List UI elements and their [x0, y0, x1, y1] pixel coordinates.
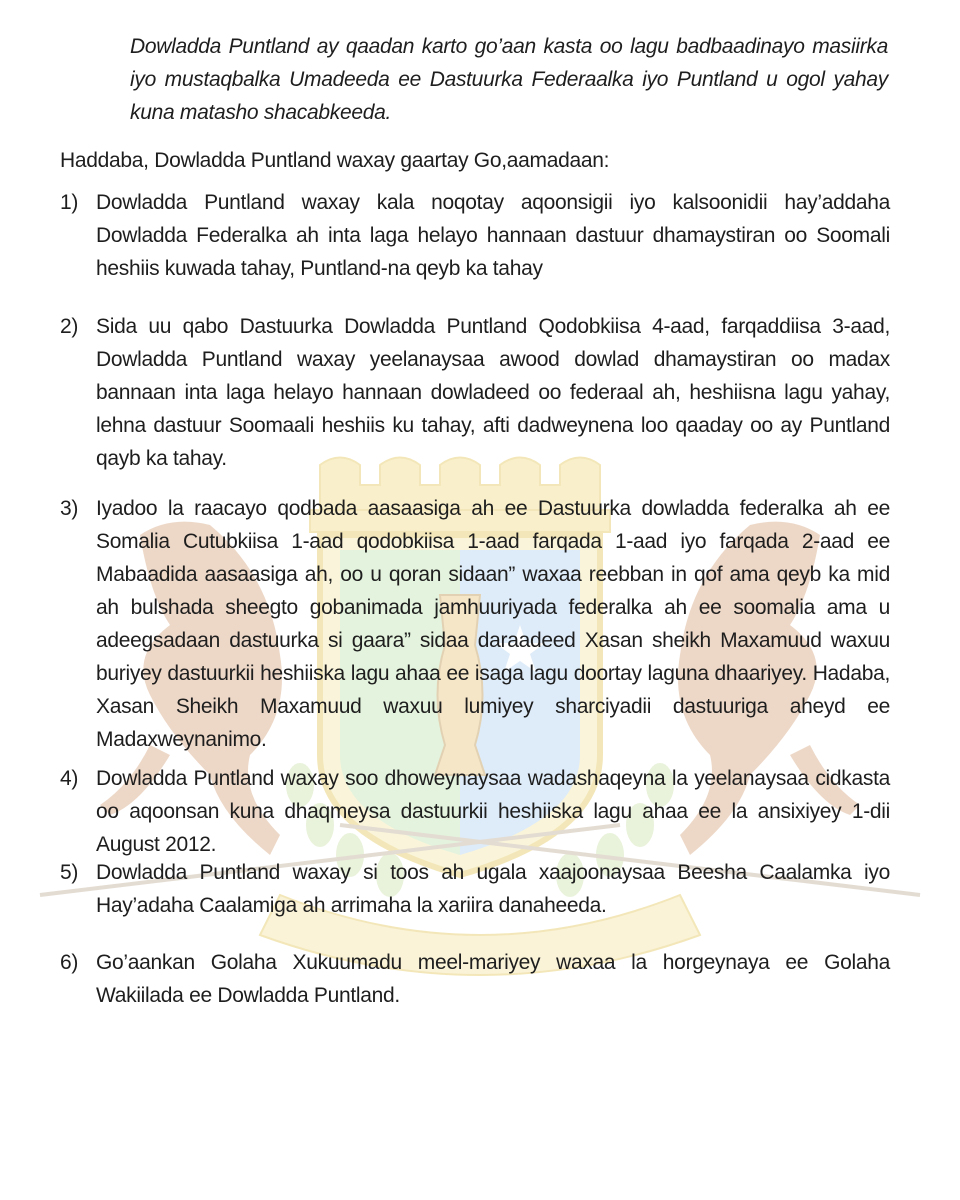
item-number: 5) — [60, 861, 79, 884]
list-item — [60, 762, 890, 861]
item-number: 3) — [60, 497, 79, 520]
item-number: 6) — [60, 951, 79, 974]
item-number: 1) — [60, 191, 79, 214]
list-item — [60, 310, 890, 475]
list-item — [60, 856, 890, 922]
lead-sentence: Haddaba, Dowladda Puntland waxay gaartay Go,aamadaan: — [60, 149, 610, 172]
item-text: Dowladda Puntland waxay kala noqotay aqoonsigii iyo kalsoonidii hay’addaha Dowladda Federalka ah inta laga helayo hannaan dastuur dhamaystiran oo Soomali heshiis kuwada tahay, Puntland-na qeyb ka tahay — [96, 191, 890, 280]
list-item — [60, 186, 890, 285]
list-item — [60, 492, 890, 756]
item-text: Dowladda Puntland waxay si toos ah ugala xaajoonaysaa Beesha Caalamka iyo Hay’adaha Caalamiga ah arrimaha la xariira danaheeda. — [96, 861, 890, 917]
intro-paragraph: Dowladda Puntland ay qaadan karto go’aan kasta oo lagu badbaadinayo masiirka iyo mustaqbalka Umadeeda ee Dastuurka Federaalka iyo Puntland u ogol yahay kuna matasho shacabkeeda. — [130, 35, 888, 124]
item-number: 4) — [60, 767, 79, 790]
item-number: 2) — [60, 315, 79, 338]
item-text: Go’aankan Golaha Xukuumadu meel-mariyey waxaa la horgeynaya ee Golaha Wakiilada ee Dowladda Puntland. — [96, 951, 890, 1007]
item-text: Iyadoo la raacayo qodbada aasaasiga ah ee Dastuurka dowladda federalka ah ee Somalia Cutubkiisa 1-aad qodobkiisa 1-aad farqada 1-aad iyo farqada 2-aad ee Mabaadida aasaasiga ah, oo u qoran sidaan” waxaa reebban in qof ama qeyb ka mid ah bulshada sheegto gobanimada jamhuuriyada federalka ah ee soomalia ama u adeegsadaan dastuurka si gaara” sidaa daraadeed Xasan sheikh Maxamuud waxuu buriyey dastuurkii heshiiska lagu ahaa ee isaga lagu doortay laguna dhaariyey. Hadaba, Xasan Sheikh Maxamuud waxuu lumiyey sharciyadii dastuuriga aheyd ee Madaxweynanimo. — [96, 497, 890, 751]
item-text: Sida uu qabo Dastuurka Dowladda Puntland Qodobkiisa 4-aad, farqaddiisa 3-aad, Dowladda Puntland waxay yeelanaysaa awood dowlad dhamaystiran oo madax bannaan inta laga helayo hannaan dowladeed oo federaal ah, heshiisna lagu yahay, lehna dastuur Soomaali heshiis ku tahay, afti dadweynena loo qaaday oo ay Puntland qayb ka tahay. — [96, 315, 890, 470]
item-text: Dowladda Puntland waxay soo dhoweynaysaa wadashaqeyna la yeelanaysaa cidkasta oo aqoonsan kuna dhaqmeysa dastuurkii heshiiska lagu ahaa ee la ansixiyey 1-dii August 2012. — [96, 767, 890, 856]
list-item — [60, 946, 890, 1012]
